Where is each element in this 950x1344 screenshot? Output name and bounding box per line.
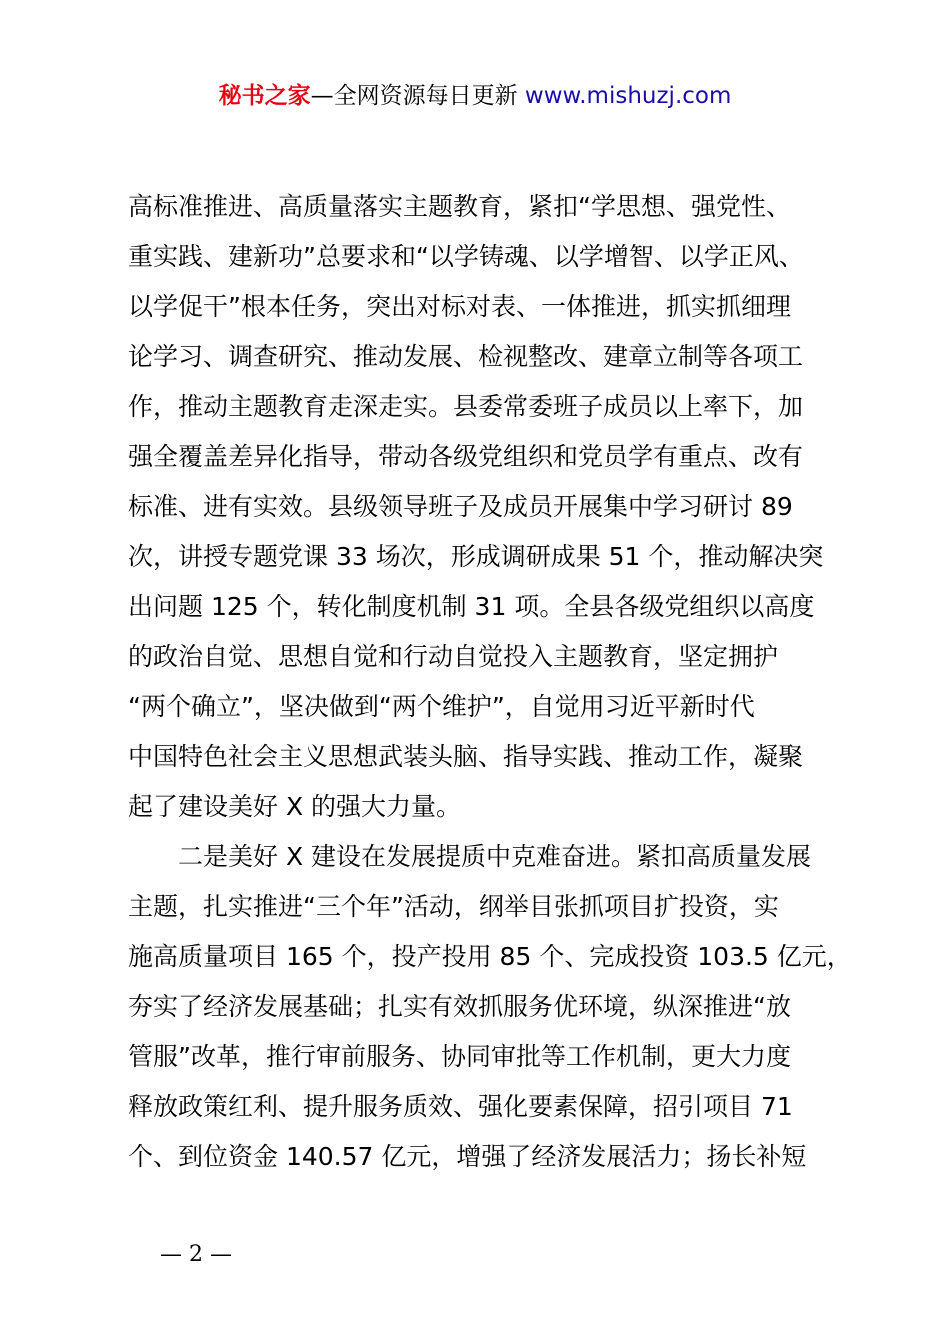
- body-line: 次，讲授专题党课 33 场次，形成调研成果 51 个，推动解决突: [128, 542, 824, 571]
- body-line: 作，推动主题教育走深走实。县委常委班子成员以上率下，加: [128, 392, 804, 421]
- body-line: 重实践、建新功”总要求和“以学铸魂、以学增智、以学正风、: [128, 242, 804, 271]
- site-header: [0, 80, 950, 112]
- body-line: 施高质量项目 165 个，投产投用 85 个、完成投资 103.5 亿元，: [128, 942, 852, 971]
- paragraph-start-line: 二是美好 X 建设在发展提质中克难奋进。紧扣高质量发展: [178, 842, 812, 871]
- brand-name: 秘书之家: [218, 83, 311, 109]
- body-line: 管服”改革，推行审前服务、协同审批等工作机制，更大力度: [128, 1042, 791, 1071]
- body-line: 出问题 125 个，转化制度机制 31 项。全县各级党组织以高度: [128, 592, 815, 621]
- body-line: 以学促干”根本任务，突出对标对表、一体推进，抓实抓细理: [128, 292, 791, 321]
- body-line: 标准、进有实效。县级领导班子及成员开展集中学习研讨 89: [128, 492, 793, 521]
- site-url[interactable]: www.mishuzj.com: [524, 83, 732, 109]
- body-line: 主题，扎实推进“三个年”活动，纲举目张抓项目扩投资，实: [128, 892, 779, 921]
- body-line: 个、到位资金 140.57 亿元，增强了经济发展活力；扬长补短: [128, 1142, 807, 1171]
- body-line: 中国特色社会主义思想武装头脑、指导实践、推动工作，凝聚: [128, 742, 804, 771]
- body-line: “两个确立”，坚决做到“两个维护”，自觉用习近平新时代: [128, 692, 755, 721]
- body-line: 强全覆盖差异化指导，带动各级党组织和党员学有重点、改有: [128, 442, 804, 471]
- page-number: — 2 —: [160, 1242, 232, 1267]
- body-line: 高标准推进、高质量落实主题教育，紧扣“学思想、强党性、: [128, 192, 791, 221]
- body-line: 起了建设美好 X 的强大力量。: [128, 792, 462, 821]
- body-line: 的政治自觉、思想自觉和行动自觉投入主题教育，坚定拥护: [128, 642, 779, 671]
- header-tagline: —全网资源每日更新: [310, 83, 518, 109]
- document-body: [128, 182, 858, 1182]
- body-line: 夯实了经济发展基础；扎实有效抓服务优环境，纵深推进“放: [128, 992, 791, 1021]
- body-line: 释放政策红利、提升服务质效、强化要素保障，招引项目 71: [128, 1092, 793, 1121]
- body-line: 论学习、调查研究、推动发展、检视整改、建章立制等各项工: [128, 342, 804, 371]
